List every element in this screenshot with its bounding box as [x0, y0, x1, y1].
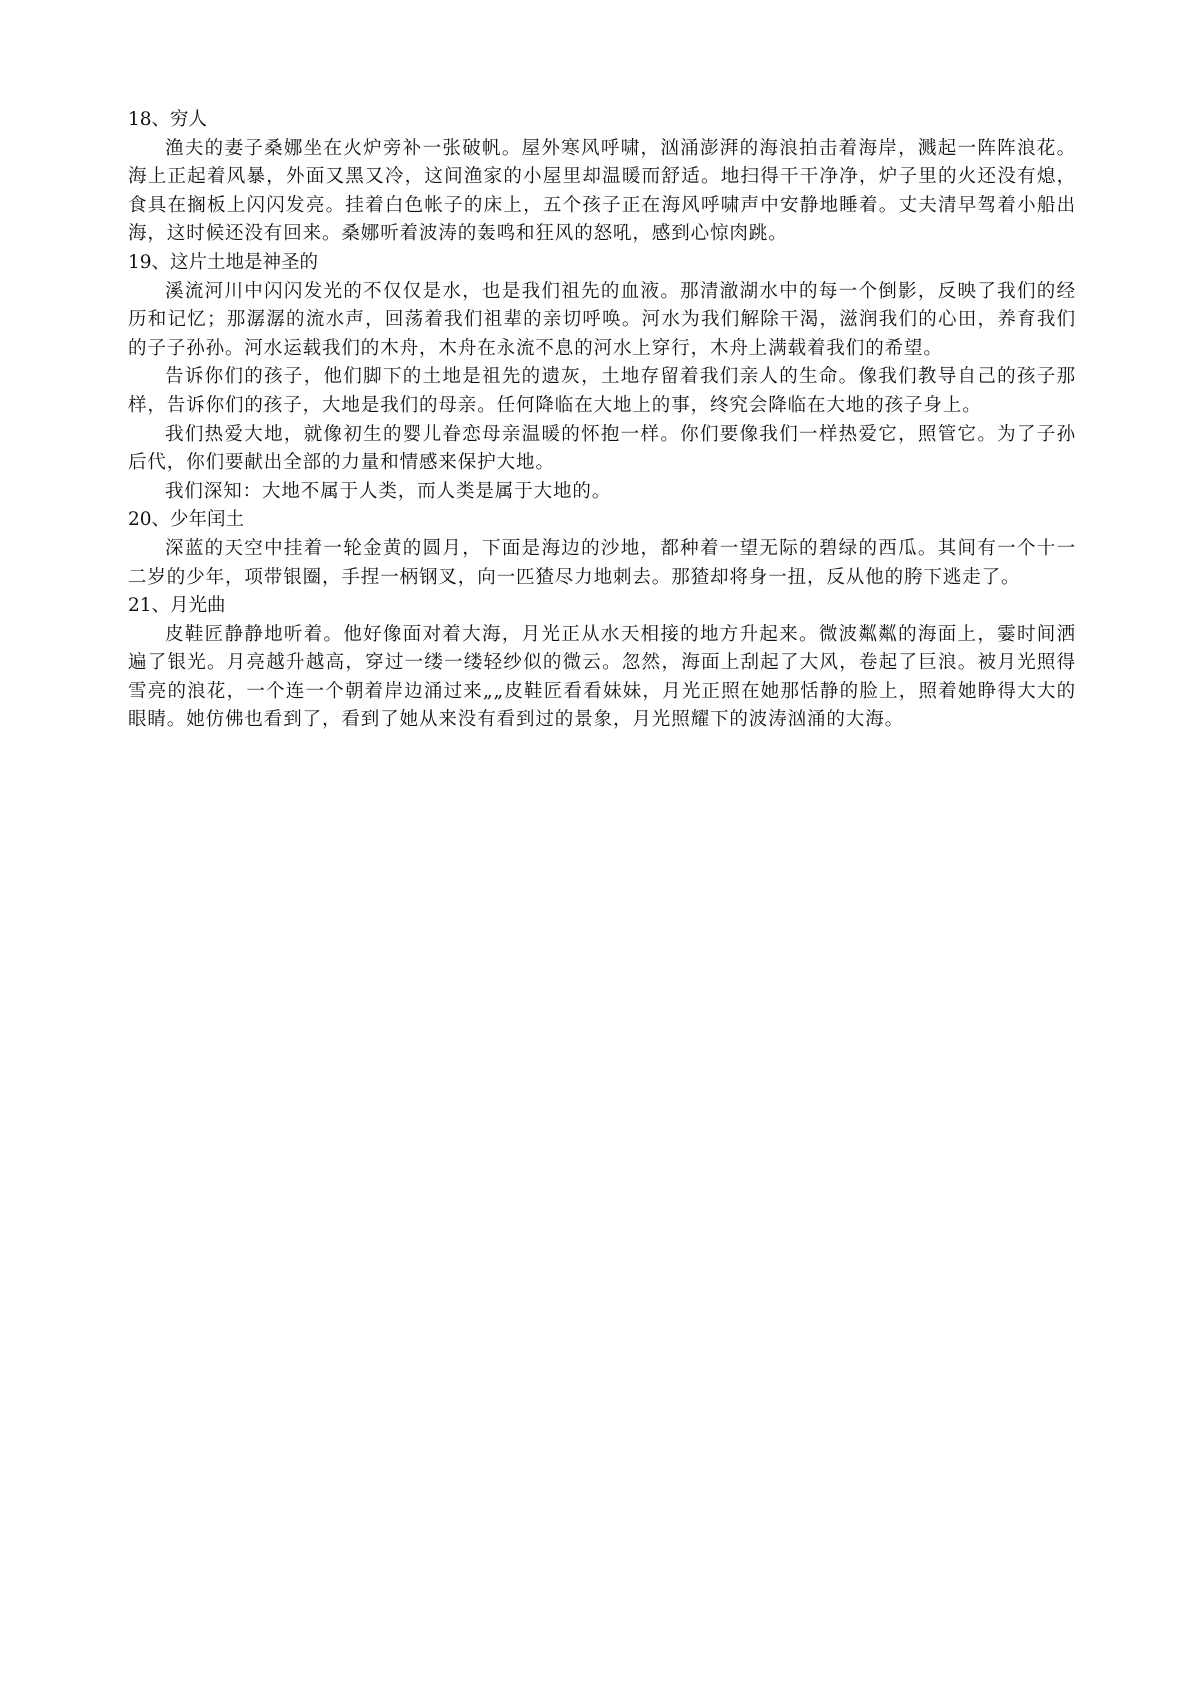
paragraph: 深蓝的天空中挂着一轮金黄的圆月，下面是海边的沙地，都种着一望无际的碧绿的西瓜。其间有一个十一二岁的少年，项带银圈，手捏一柄钢叉，向一匹猹尽力地刺去。那猹却将身一扭，反从他的胯下逃走了。	[128, 537, 1076, 588]
section-poor-people	[128, 106, 1076, 249]
section-title: 19、这片土地是神圣的	[128, 251, 319, 273]
section-sacred-land	[128, 249, 1076, 506]
section-title: 21、月光曲	[128, 595, 226, 617]
paragraph: 告诉你们的孩子，他们脚下的土地是祖先的遗灰，土地存留着我们亲人的生命。像我们教导自己的孩子那样，告诉你们的孩子，大地是我们的母亲。任何降临在大地上的事，终究会降临在大地的孩子身上。	[128, 366, 1076, 416]
paragraph: 溪流河川中闪闪发光的不仅仅是水，也是我们祖先的血液。那清澈湖水中的每一个倒影，反映了我们的经历和记忆；那潺潺的流水声，回荡着我们祖辈的亲切呼唤。河水为我们解除干渴，滋润我们的心田，养育我们的子子孙孙。河水运载我们的木舟，木舟在永流不息的河水上穿行，木舟上满载着我们的希望。	[128, 280, 1076, 359]
section-moonlight-sonata	[128, 592, 1076, 735]
section-title: 20、少年闰土	[128, 509, 245, 531]
paragraph: 我们热爱大地，就像初生的婴儿眷恋母亲温暖的怀抱一样。你们要像我们一样热爱它，照管它。为了子孙后代，你们要献出全部的力量和情感来保护大地。	[128, 423, 1076, 474]
document-page	[128, 106, 1076, 735]
section-young-runtu	[128, 506, 1076, 592]
paragraph: 皮鞋匠静静地听着。他好像面对着大海，月光正从水天相接的地方升起来。微波粼粼的海面上，霎时间洒遍了银光。月亮越升越高，穿过一缕一缕轻纱似的微云。忽然，海面上刮起了大风，卷起了巨浪。被月光照得雪亮的浪花，一个连一个朝着岸边涌过来„„皮鞋匠看看妹妹，月光正照在她那恬静的脸上，照着她睁得大大的眼睛。她仿佛也看到了，看到了她从来没有看到过的景象，月光照耀下的波涛汹涌的大海。	[128, 623, 1076, 731]
section-title: 18、穷人	[128, 109, 208, 130]
paragraph: 渔夫的妻子桑娜坐在火炉旁补一张破帆。屋外寒风呼啸，汹涌澎湃的海浪拍击着海岸，溅起一阵阵浪花。海上正起着风暴，外面又黑又冷，这间渔家的小屋里却温暖而舒适。地扫得干干净净，炉子里的火还没有熄，食具在搁板上闪闪发亮。挂着白色帐子的床上，五个孩子正在海风呼啸声中安静地睡着。丈夫清早驾着小船出海，这时候还没有回来。桑娜听着波涛的轰鸣和狂风的怒吼，感到心惊肉跳。	[128, 137, 1076, 245]
paragraph: 我们深知：大地不属于人类，而人类是属于大地的。	[165, 480, 612, 502]
